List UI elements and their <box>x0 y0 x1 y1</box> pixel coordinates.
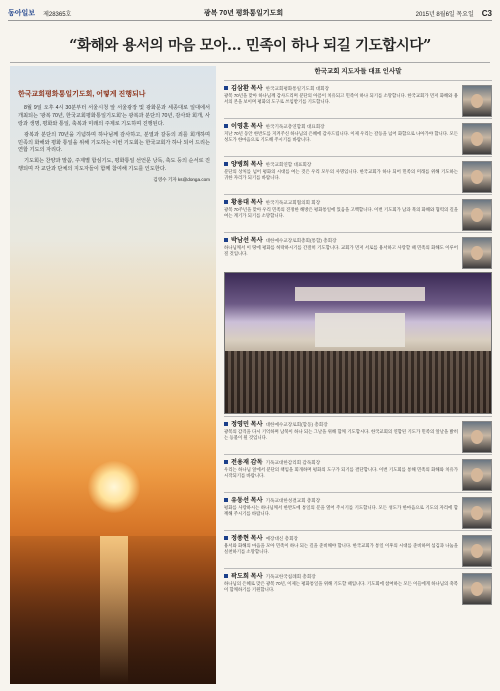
issue-number: 제28365호 <box>43 11 72 18</box>
leader-portrait <box>462 123 492 155</box>
bullet-icon <box>224 460 228 464</box>
greeting-entry <box>224 492 492 530</box>
greeting-entry <box>224 80 492 118</box>
bullet-icon <box>224 162 228 166</box>
leader-portrait <box>462 199 492 231</box>
leader-portrait <box>462 421 492 453</box>
leader-role: 한국교회연합 대표회장 <box>265 162 312 167</box>
leader-name: 박남선 목사 <box>231 237 263 244</box>
leader-role: 기독교한국침례회 총회장 <box>265 574 316 579</box>
leader-role: 기독교대한감리회 감독회장 <box>265 460 321 465</box>
greeting-text: 평화를 사랑하시는 하나님께서 한반도에 통일의 문을 열어 주시기를 기도합니다. 모든 성도가 한마음으로 기도의 자리에 함께해 주시기를 바랍니다. <box>224 505 458 517</box>
greeting-text: 용서와 화해의 마음을 모아 민족이 하나 되는 길을 준비해야 합니다. 한국교회가 통일 이후의 시대를 준비하며 섬김과 나눔을 실천하기를 소망합니다. <box>224 543 458 555</box>
leader-name: 김삼환 목사 <box>231 85 263 92</box>
leader-name: 이영훈 목사 <box>231 123 263 130</box>
leaders-greetings <box>224 66 492 686</box>
greeting-entry <box>224 416 492 454</box>
bullet-icon <box>224 124 228 128</box>
bullet-icon <box>224 574 228 578</box>
greeting-text: 우리는 하나님 앞에서 분단의 책임을 회개하며 평화의 도구가 되기를 결단합니다. 이번 기도회를 통해 민족의 화해와 치유가 시작되기를 바랍니다. <box>224 467 458 479</box>
greeting-text: 하나님께서 이 땅에 평화를 허락하시기를 간절히 기도합니다. 교회가 먼저 서로를 용서하고 사랑할 때 민족의 화해도 이루어질 것입니다. <box>224 245 458 257</box>
leader-name: 유동선 목사 <box>231 497 263 504</box>
greeting-entry <box>224 118 492 156</box>
leader-name: 곽도희 목사 <box>231 573 263 580</box>
bullet-icon <box>224 238 228 242</box>
leader-role: 대한예수교장로회(합동) 총회장 <box>265 422 328 427</box>
greeting-text: 지난 70년 동안 한반도를 지켜주신 하나님의 은혜에 감사드립니다. 이제 우리는 갈등을 넘어 화합으로 나아가야 합니다. 모든 성도가 한마음으로 기도해 주시기를 바랍니다. <box>224 131 458 143</box>
intro-title: 한국교회평화통일기도회, 어떻게 진행되나 <box>18 91 146 98</box>
headline-rule <box>10 62 490 63</box>
section-title: 광복 70년 평화통일기도회 <box>203 10 284 17</box>
intro-article <box>18 90 210 183</box>
leader-portrait <box>462 573 492 605</box>
leader-role: 예장대신 총회장 <box>265 536 298 541</box>
sun-image <box>88 461 140 513</box>
bullet-icon <box>224 536 228 540</box>
leader-portrait <box>462 85 492 117</box>
masthead <box>8 6 492 21</box>
greeting-text: 광복 70주년을 맞아 우리 민족의 진정한 해방은 평화통일에 있음을 고백합니다. 이번 기도회가 남과 북의 화해와 협력의 길을 여는 계기가 되기를 소망합니다. <box>224 207 458 219</box>
greetings-title: 한국교회 지도자들 대표 인사말 <box>314 68 402 75</box>
leader-role: 기독교대한성결교회 총회장 <box>265 498 321 503</box>
greeting-text: 광복 70년을 맞아 하나님께 감사드리며 분단의 아픔이 치유되고 민족이 하나 되기를 소망합니다. 한국교회가 먼저 화해와 용서의 본을 보이며 평화의 도구로 쓰임받기를 기도합니다. <box>224 93 458 105</box>
intro-paragraph: 8월 9일 오후 4시 30분부터 서울시청 앞 서울광장 및 광화문과 세종대로 일대에서 개최되는 '광복 70년, 한국교회평화통일기도회'는 광복과 분단의 70년, 감사와 회개, 사랑과 생명, 평화와 통일, 축복과 미래의 주제로 기도하며 진행된다. <box>18 105 210 128</box>
crowd <box>225 351 491 413</box>
greeting-entry <box>224 156 492 194</box>
leader-portrait <box>462 459 492 491</box>
intro-paragraph: 기도회는 찬양과 말씀, 주제별 합심기도, 평화통일 선언문 낭독, 축도 등의 순서로 진행되며 각 교단과 단체의 지도자들이 함께 참여해 기도를 인도한다. <box>18 158 210 173</box>
leader-role: 대한예수교장로회총회(통합) 총회장 <box>265 238 337 243</box>
greeting-entry <box>224 194 492 232</box>
greeting-text: 하나님의 은혜로 맞은 광복 70년, 이제는 평화통일을 위해 기도할 때입니다. 기도회에 참여하는 모든 이들에게 하나님의 축복이 함께하기를 기원합니다. <box>224 581 458 593</box>
byline: 김영수 기자 ks@donga.com <box>153 176 210 182</box>
leader-portrait <box>462 237 492 269</box>
leader-role: 한국교회평화통일기도회 대회장 <box>265 86 330 91</box>
prayer-meeting-photo <box>224 272 492 414</box>
leader-portrait <box>462 497 492 529</box>
leader-portrait <box>462 161 492 193</box>
bullet-icon <box>224 200 228 204</box>
bullet-icon <box>224 422 228 426</box>
stage-banner <box>295 287 425 301</box>
intro-paragraph: 광복과 분단의 70년을 기념하며 하나님께 감사하고, 분열과 갈등의 죄를 회개하며 민족의 화해와 평화 통일을 위해 기도하는 이번 기도회는 한국교회가 하나 되어 드리는 연합 기도의 자리다. <box>18 131 210 154</box>
bullet-icon <box>224 86 228 90</box>
headline: “화해와 용서의 마음 모아… 민족이 하나 되길 기도합시다” <box>69 37 431 54</box>
leader-name: 정영민 목사 <box>231 421 263 428</box>
leader-name: 양병희 목사 <box>231 161 263 168</box>
newspaper-logo: 동아일보 <box>8 10 36 17</box>
sun-glare <box>100 536 128 684</box>
greeting-text: 분단의 상처를 넘어 평화의 시대를 여는 것은 우리 모두의 사명입니다. 한국교회가 하나 되어 민족의 미래를 위해 기도하는 귀한 자리가 되기를 바랍니다. <box>224 169 458 181</box>
leader-name: 정종현 목사 <box>231 535 263 542</box>
leader-role: 한국기독교교회협의회 회장 <box>265 200 321 205</box>
leader-role: 한국기독교총연합회 대표회장 <box>265 124 325 129</box>
leader-portrait <box>462 535 492 567</box>
greeting-entry <box>224 530 492 568</box>
greeting-entry <box>224 454 492 492</box>
page-number: C3 <box>481 8 492 18</box>
leader-name: 황용대 목사 <box>231 199 263 206</box>
bullet-icon <box>224 498 228 502</box>
publication-date: 2015년 8월6일 목요일 <box>415 11 474 18</box>
intro-body <box>18 105 210 173</box>
stage <box>315 313 405 347</box>
greeting-entry <box>224 568 492 606</box>
greeting-text: 광복의 감격을 다시 기억하며 남북이 하나 되는 그날을 위해 함께 기도합시다. 한국교회의 연합된 기도가 민족의 앞날을 밝히는 등불이 될 것입니다. <box>224 429 458 441</box>
leader-name: 전용재 감독 <box>231 459 263 466</box>
greeting-entry <box>224 232 492 270</box>
